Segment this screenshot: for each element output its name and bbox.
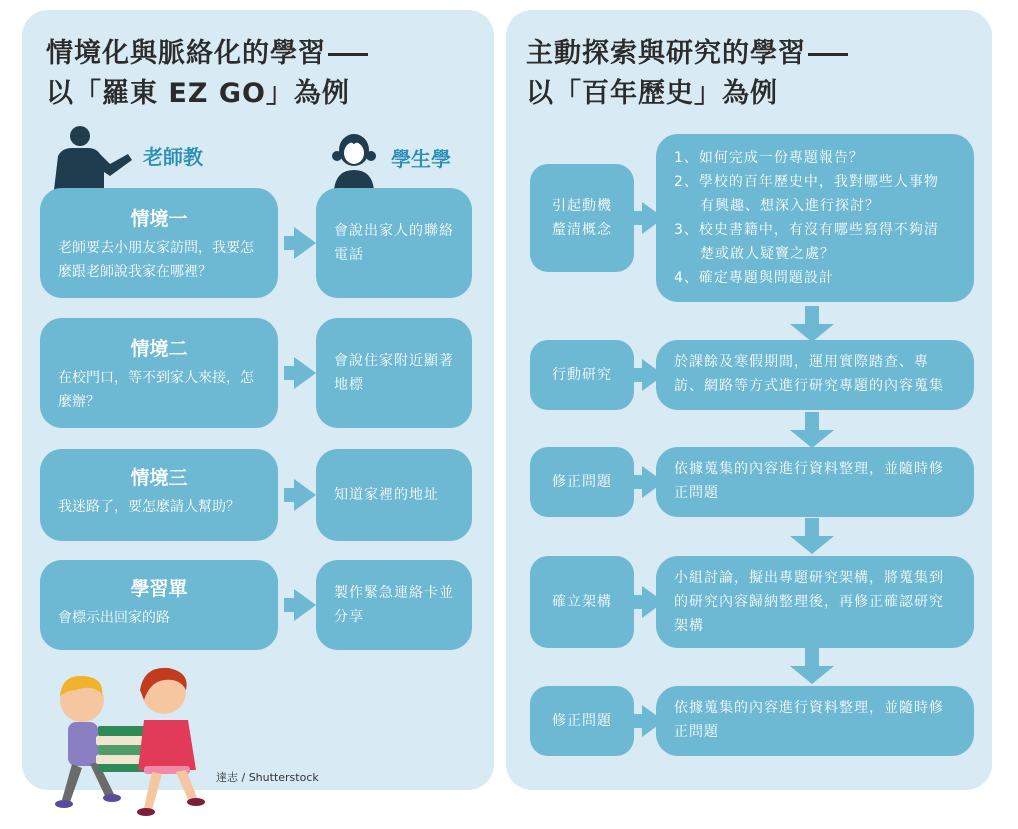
step-item: 4、確定專題與問題設計 [674,270,834,286]
photo-credit: 達志 / Shutterstock [216,771,319,784]
step-item: 正問題 [674,485,719,501]
arrow-right-icon [294,357,316,389]
step-item: 1、如何完成一份專題報告？ [674,150,864,166]
situation-title: 情境二 [130,338,188,360]
situation-title: 學習單 [130,578,188,600]
situation-title: 情境三 [130,467,188,489]
result-text: 知道家裡的地址 [334,487,439,503]
situation-box-4 [40,560,278,650]
step-label-3 [530,447,634,517]
step-label-text: 行動研究 [552,367,612,383]
result-text: 會說出家人的聯絡電話 [334,223,454,263]
result-text: 製作緊急連絡卡並分享 [334,585,454,625]
step-label-4 [530,556,634,648]
title-rule [328,53,368,56]
step-item: 依據蒐集的內容進行資料整理，並隨時修 [674,461,944,477]
step-item: 3、校史書籍中，有沒有哪些寫得不夠清 [674,222,939,238]
step-content-2 [656,340,974,410]
left-title-line2: 以「羅東 EZ GO」為例 [46,78,350,109]
right-title-line2: 以「百年歷史」為例 [526,78,778,109]
step-content-4 [656,556,974,648]
teacher-icon [44,124,140,190]
result-box-4 [316,560,472,650]
situation-box-2 [40,318,278,428]
step-label-text: 修正問題 [552,713,612,729]
result-box-2 [316,318,472,428]
situation-desc: 我迷路了，要怎麼請人幫助？ [58,499,240,515]
step-item: 正問題 [674,724,719,740]
situation-box-3 [40,449,278,541]
arrow-down-icon [790,430,834,448]
teacher-label: 老師教 [143,145,203,169]
step-item: 架構 [674,618,704,634]
kids-illustration [40,660,210,820]
arrow-down-icon [790,666,834,684]
student-label: 學生學 [391,147,451,171]
step-item: 的研究內容歸納整理後，再修正確認研究 [674,594,944,610]
step-item: 小組討論，擬出專題研究架構，將蒐集到 [674,570,944,586]
arrow-right-icon [294,227,316,259]
result-box-3 [316,449,472,541]
arrow-down-icon [790,536,834,554]
step-item: 依據蒐集的內容進行資料整理，並隨時修 [674,700,944,716]
step-item: 於課餘及寒假期間，運用實際踏查、專 [674,354,929,370]
step-label-5 [530,686,634,756]
situation-desc: 老師要去小朋友家訪問，我要怎麼跟老師說我家在哪裡？ [58,240,254,280]
step-content-1 [656,134,974,302]
step-item: 訪、網路等方式進行研究專題的內容蒐集 [674,378,944,394]
student-icon [326,130,382,190]
step-label-2 [530,340,634,410]
step-item: 2、學校的百年歷史中，我對哪些人事物 [674,174,939,190]
situation-title: 情境一 [130,208,188,230]
step-content-3 [656,447,974,517]
left-title [46,34,368,114]
title-rule [808,53,848,56]
arrow-right-icon [294,589,316,621]
situation-box-1 [40,188,278,298]
step-label-text: 確立架構 [552,594,612,610]
step-label-text: 修正問題 [552,474,612,490]
step-item: 楚或啟人疑竇之處？ [700,246,835,262]
step-label-1 [530,164,634,272]
left-title-line1: 情境化與脈絡化的學習 [46,38,326,69]
result-text: 會說住家附近顯著地標 [334,353,454,393]
step-label-text: 引起動機 [552,198,612,214]
situation-desc: 在校門口，等不到家人來接，怎麼辦？ [58,370,254,410]
arrow-right-icon [294,479,316,511]
step-label-text: 釐清概念 [552,222,612,238]
step-item: 有興趣、想深入進行探討？ [700,198,880,214]
result-box-1 [316,188,472,298]
right-title-line1: 主動探索與研究的學習 [526,38,806,69]
right-title [526,34,848,114]
situation-desc: 會標示出回家的路 [58,610,170,626]
step-content-5 [656,686,974,756]
